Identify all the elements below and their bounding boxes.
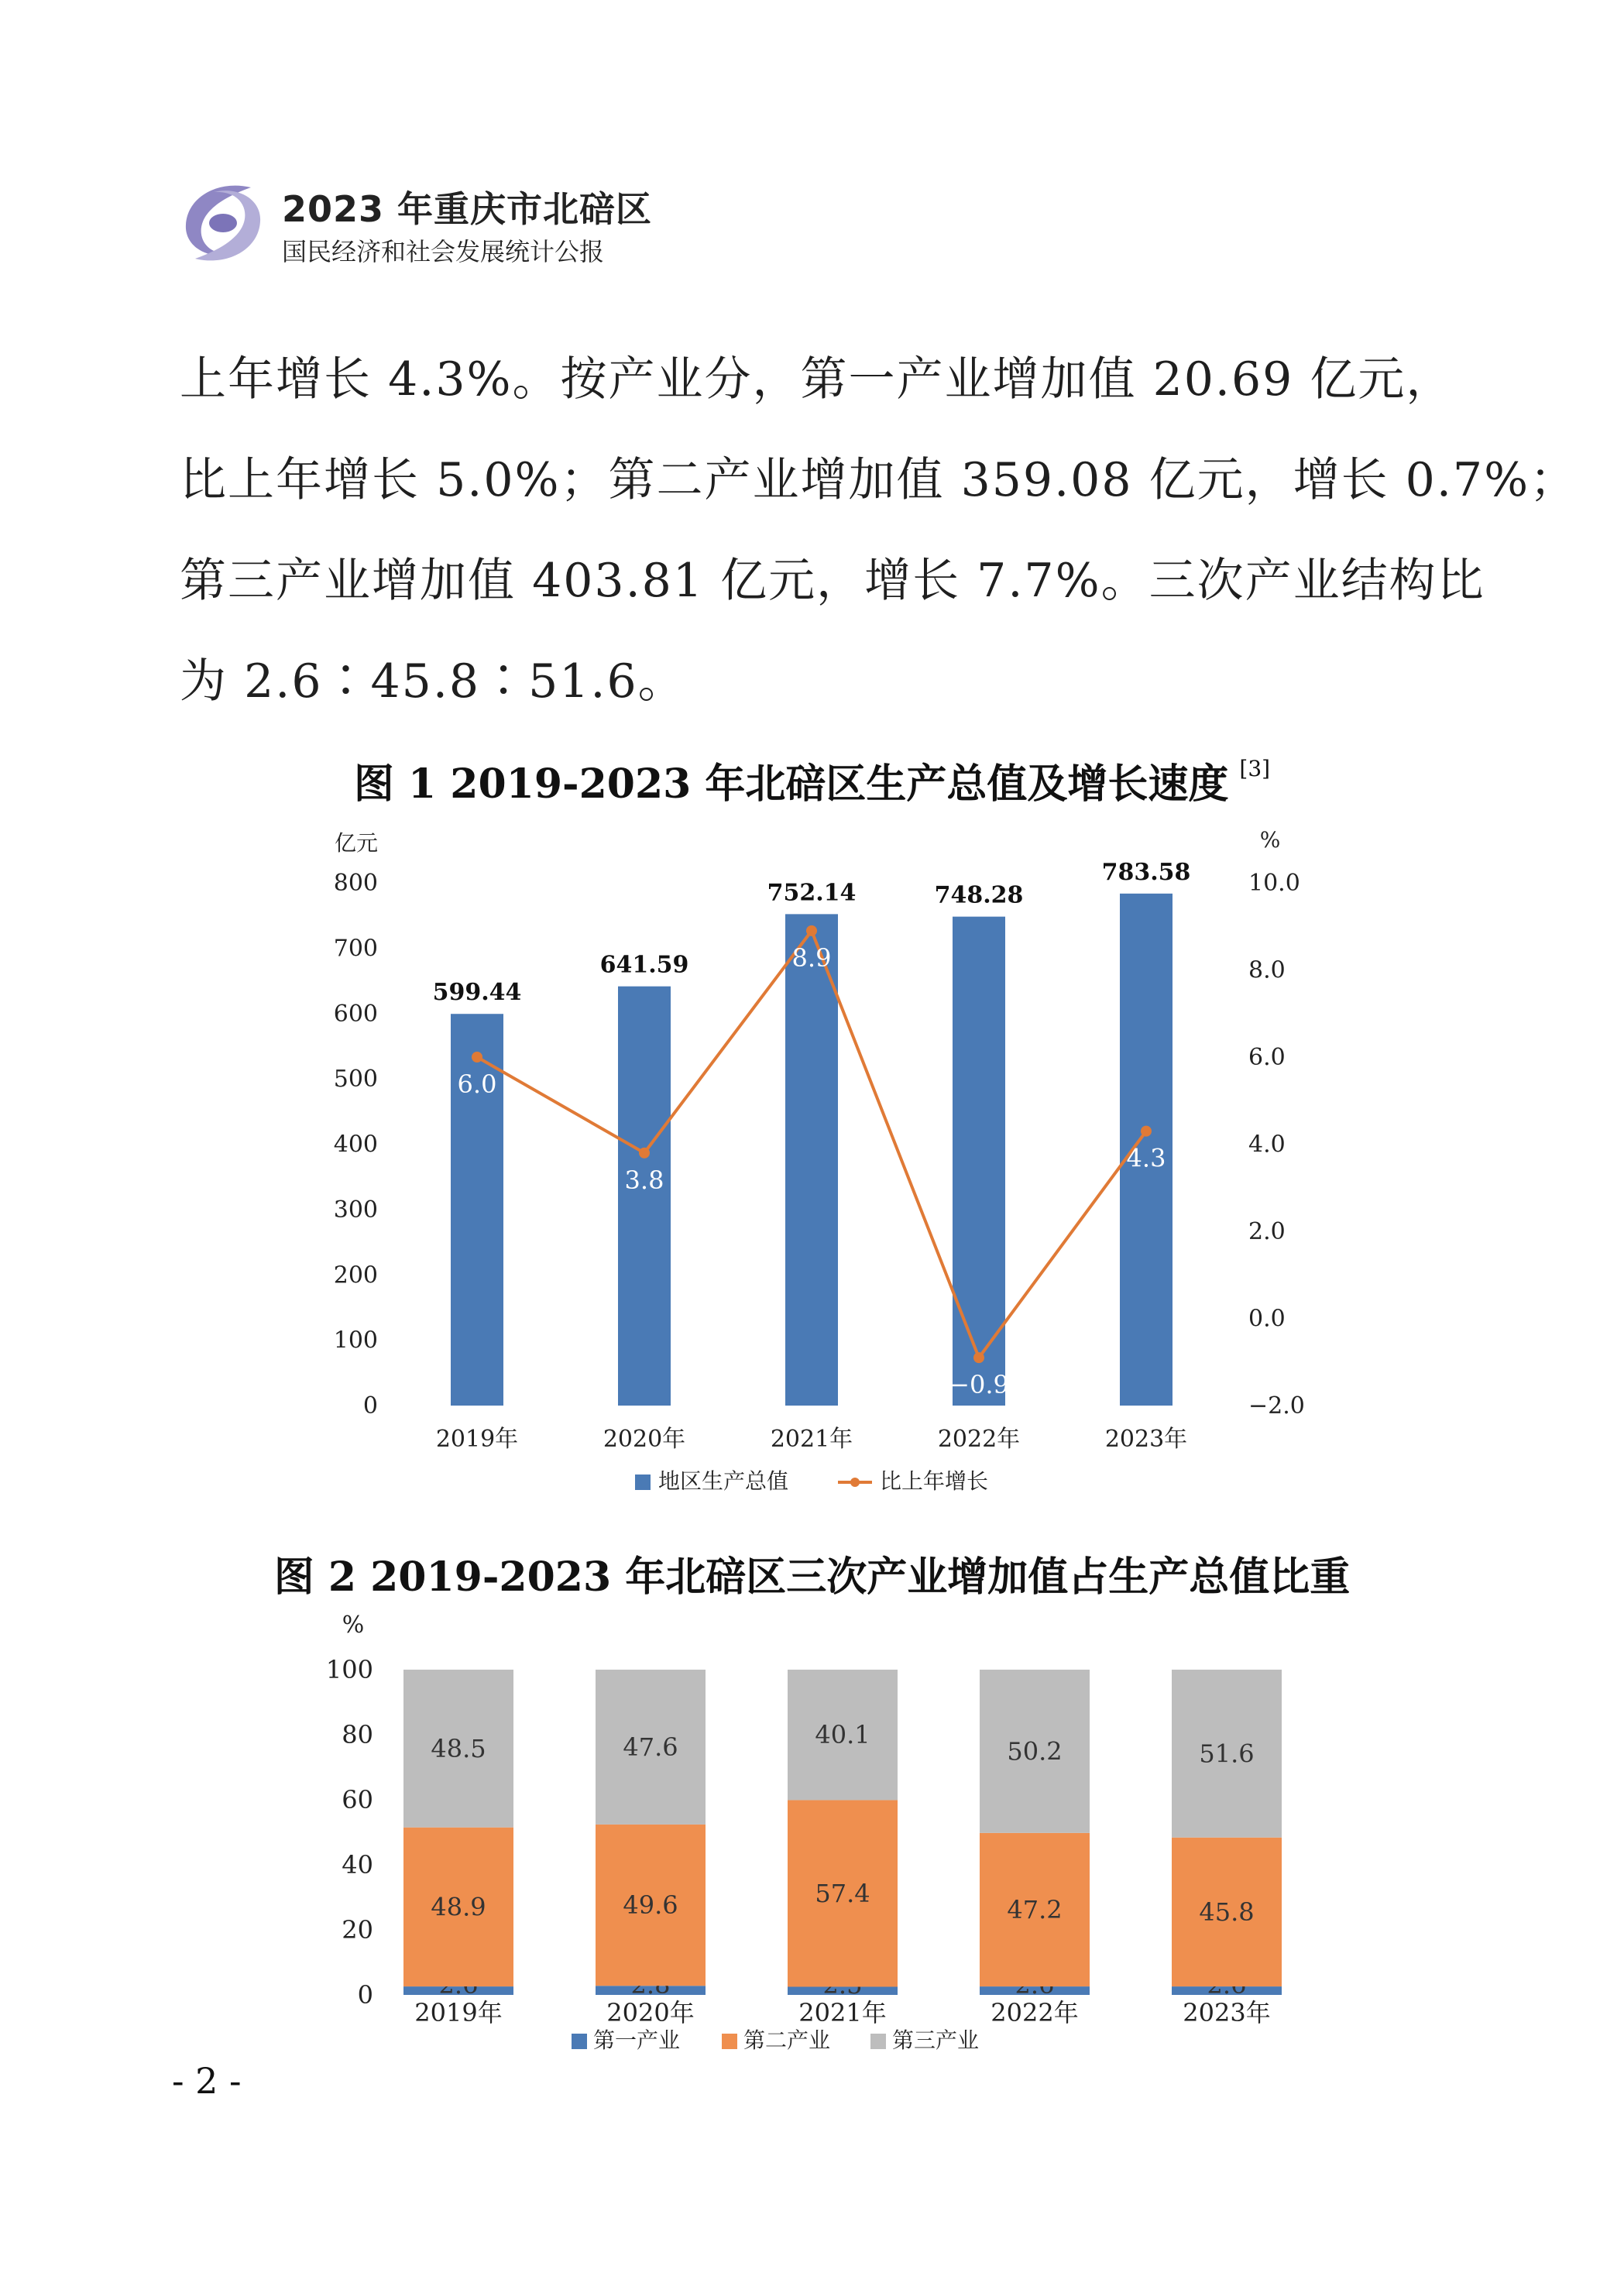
industry-share-chart [0, 1603, 1624, 2068]
legend-swatch-1 [572, 2034, 587, 2049]
body-line: 为 2.6∶45.8∶51.6。 [180, 654, 686, 709]
body-line: 比上年增长 5.0%；第二产业增加值 359.08 亿元，增长 0.7%； [180, 453, 1578, 507]
stack-label-2: 45.8 [1199, 1897, 1255, 1927]
stack-label-2: 49.6 [623, 1890, 678, 1921]
gdp-bar-label: 641.59 [599, 951, 689, 979]
left-axis-unit: 亿元 [334, 830, 379, 856]
left-axis-tick: 100 [333, 1327, 378, 1354]
left-axis-tick: 500 [333, 1066, 378, 1093]
right-axis-tick: 8.0 [1248, 956, 1286, 984]
legend-label-3: 第三产业 [892, 2027, 980, 2053]
y-axis-tick: 60 [342, 1785, 373, 1814]
y-axis-tick: 40 [342, 1850, 373, 1880]
figure1-title [0, 751, 1624, 809]
stack-label-3: 47.6 [623, 1732, 678, 1762]
stack-label-2: 57.4 [815, 1878, 870, 1908]
right-axis-tick: 0.0 [1248, 1305, 1286, 1333]
left-axis-tick: 200 [333, 1262, 378, 1289]
growth-point [639, 1148, 650, 1159]
body-line: 第三产业增加值 403.81 亿元，增长 7.7%。三次产业结构比 [180, 554, 1485, 608]
figure1-footnote: [3] [1239, 756, 1271, 781]
stack-label-3: 50.2 [1007, 1736, 1063, 1766]
page-number: - 2 - [172, 2060, 242, 2102]
figure1-title-text: 图 1 2019-2023 年北碚区生产总值及增长速度 [353, 760, 1229, 808]
x-axis-category: 2022年 [937, 1426, 1021, 1453]
growth-label: 6.0 [457, 1069, 497, 1099]
y-axis-unit: % [342, 1612, 365, 1639]
right-axis-tick: 4.0 [1248, 1131, 1286, 1159]
growth-label: 4.3 [1126, 1143, 1166, 1173]
x-axis-category: 2021年 [770, 1426, 853, 1453]
left-axis-tick: 600 [333, 1000, 378, 1028]
right-axis-tick: 6.0 [1248, 1044, 1286, 1071]
x-axis-category: 2019年 [435, 1426, 519, 1453]
growth-point [1141, 1126, 1152, 1137]
growth-point [973, 1352, 984, 1363]
legend-gdp-swatch [635, 1475, 651, 1490]
report-title: 2023 年重庆市北碚区 [282, 188, 653, 230]
x-axis-category: 2019年 [414, 1998, 503, 2027]
growth-point [806, 925, 817, 936]
right-axis-tick: 10.0 [1248, 870, 1300, 897]
y-axis-tick: 20 [342, 1915, 373, 1945]
legend-growth-label: 比上年增长 [880, 1468, 989, 1494]
right-axis-tick: 2.0 [1248, 1218, 1286, 1245]
gdp-bar-label: 752.14 [767, 879, 857, 907]
growth-label: −0.9 [949, 1370, 1009, 1400]
left-axis-tick: 400 [333, 1131, 378, 1159]
growth-label: 3.8 [624, 1165, 664, 1195]
legend-label-2: 第二产业 [743, 2027, 831, 2053]
gdp-bar [785, 914, 838, 1406]
x-axis-category: 2022年 [991, 1998, 1079, 2027]
gdp-bar-label: 783.58 [1101, 858, 1191, 886]
right-axis-unit: % [1259, 827, 1281, 853]
right-axis-tick: −2.0 [1248, 1392, 1305, 1420]
x-axis-category: 2020年 [603, 1426, 686, 1453]
legend-growth-marker [850, 1478, 860, 1487]
legend-gdp-label: 地区生产总值 [658, 1468, 789, 1494]
gdp-bar [618, 987, 671, 1406]
left-axis-tick: 0 [362, 1392, 378, 1420]
x-axis-category: 2020年 [606, 1998, 695, 2027]
report-logo-icon [177, 177, 270, 269]
body-line: 上年增长 4.3%。按产业分，第一产业增加值 20.69 亿元， [180, 352, 1454, 407]
legend-label-1: 第一产业 [593, 2027, 681, 2053]
gdp-bar-label: 748.28 [934, 881, 1024, 909]
x-axis-category: 2023年 [1104, 1426, 1188, 1453]
figure2-title: 图 2 2019-2023 年北碚区三次产业增加值占生产总值比重 [273, 1553, 1351, 1601]
stack-label-2: 48.9 [431, 1892, 486, 1922]
stack-label-2: 47.2 [1007, 1894, 1063, 1924]
stack-label-3: 51.6 [1199, 1739, 1255, 1769]
left-axis-tick: 300 [333, 1196, 378, 1224]
legend-swatch-3 [870, 2034, 886, 2049]
stack-label-3: 40.1 [815, 1720, 870, 1750]
left-axis-tick: 800 [333, 870, 378, 897]
gdp-growth-chart [0, 821, 1624, 1502]
stack-label-3: 48.5 [431, 1733, 486, 1763]
gdp-bar-label: 599.44 [432, 979, 522, 1007]
y-axis-tick: 100 [325, 1655, 373, 1684]
growth-label: 8.9 [791, 942, 832, 973]
x-axis-category: 2023年 [1183, 1998, 1271, 2027]
left-axis-tick: 700 [333, 935, 378, 963]
growth-point [472, 1052, 482, 1063]
x-axis-category: 2021年 [798, 1998, 887, 2027]
y-axis-tick: 80 [342, 1720, 373, 1749]
legend-swatch-2 [722, 2034, 737, 2049]
y-axis-tick: 0 [357, 1980, 373, 2010]
report-subtitle: 国民经济和社会发展统计公报 [282, 237, 605, 266]
